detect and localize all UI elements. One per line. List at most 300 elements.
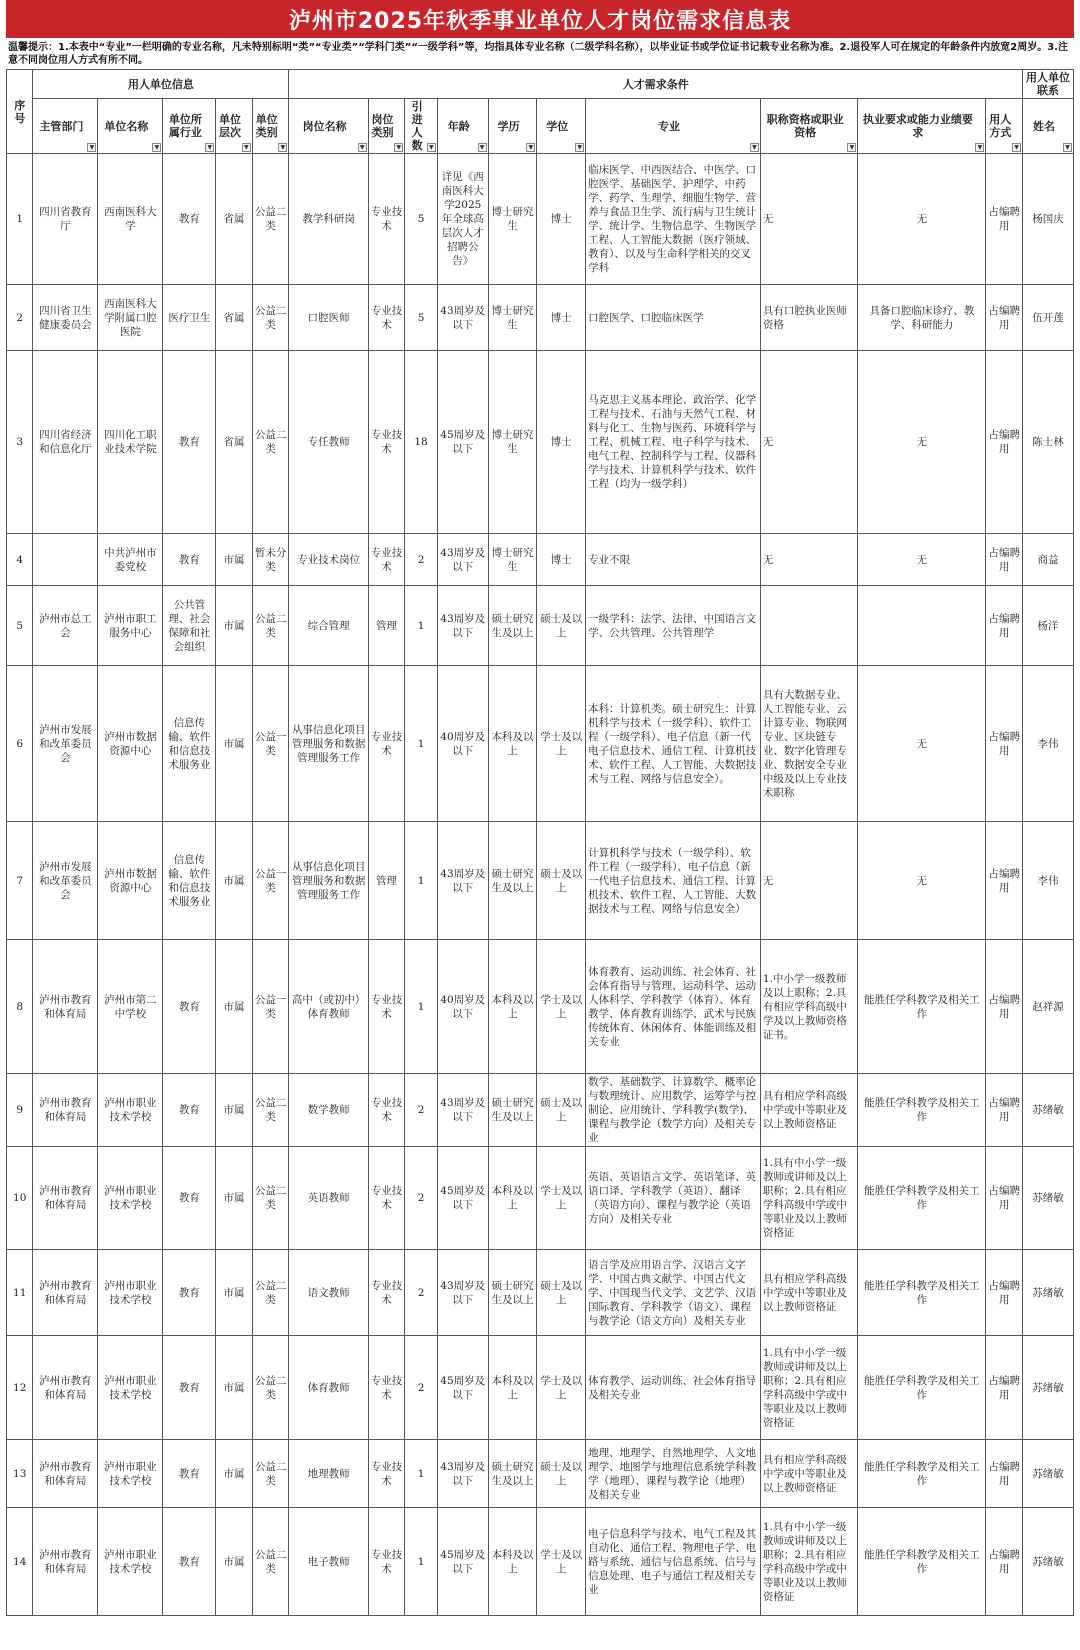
cell-major: 体育教育、运动训练、社会体育、社会体育指导与管理、运动科学、运动人体科学、学科教学（体育）、体育教学、体育教育训练学、武术与民族传统体育、休闲体育、体能训练及相关专业 (586, 940, 761, 1074)
cell-post: 口腔医师 (289, 285, 368, 351)
cell-major: 体育教学、运动训练、社会体育指导及相关专业 (586, 1336, 761, 1440)
column-header-label: 单位层次 (219, 113, 242, 139)
column-header-post[interactable] (289, 99, 368, 154)
cell-seq: 6 (7, 666, 33, 822)
cell-method: 占编聘用 (986, 666, 1023, 822)
cell-req: 能胜任学科教学及相关工作 (858, 1250, 986, 1336)
cell-age: 详见《西南医科大学2025年全球高层次人才招聘公告》 (437, 154, 488, 285)
column-header-industry[interactable] (163, 99, 216, 154)
cell-method: 占编聘用 (986, 940, 1023, 1074)
column-header-label: 学历 (497, 119, 520, 133)
cell-post: 教学科研岗 (289, 154, 368, 285)
cell-edu: 本科及以上 (488, 1508, 537, 1616)
cell-degree: 学士及以上 (537, 1336, 586, 1440)
cell-major: 口腔医学、口腔临床医学 (586, 285, 761, 351)
cell-age: 43周岁及以下 (437, 822, 488, 940)
column-header-label: 单位所属行业 (168, 113, 202, 139)
cell-req: 无 (858, 154, 986, 285)
cell-num: 2 (405, 1074, 438, 1147)
cell-qual: 具有口腔执业医师资格 (760, 285, 858, 351)
column-header-label: 单位类别 (255, 113, 278, 139)
table-row (7, 586, 1074, 666)
cell-dept: 泸州市教育和体育局 (33, 1250, 98, 1336)
cell-contact: 李伟 (1023, 666, 1074, 822)
cell-qual (760, 586, 858, 666)
cell-age: 43周岁及以下 (437, 285, 488, 351)
cell-req (858, 586, 986, 666)
cell-dept: 四川省经济和信息化厅 (33, 351, 98, 534)
cell-degree: 硕士及以上 (537, 1074, 586, 1147)
cell-seq: 2 (7, 285, 33, 351)
cell-type: 公益二类 (252, 586, 289, 666)
column-header-age[interactable] (437, 99, 488, 154)
cell-industry: 教育 (163, 940, 216, 1074)
cell-contact: 苏绪敏 (1023, 1508, 1074, 1616)
cell-level: 市属 (216, 1250, 253, 1336)
cell-post-type: 专业技术 (368, 1074, 405, 1147)
cell-post-type: 专业技术 (368, 285, 405, 351)
cell-qual: 具有相应学科高级中学或中等职业及以上教师资格证 (760, 1074, 858, 1147)
cell-post: 英语教师 (289, 1147, 368, 1250)
table-row (7, 534, 1074, 586)
cell-industry: 教育 (163, 534, 216, 586)
filter-dropdown-icon[interactable]: ▼ (478, 143, 487, 152)
cell-qual: 1.具有中小学一级教师或讲师及以上职称；2.具有相应学科高级中学或中等职业及以上教师资格证 (760, 1147, 858, 1250)
cell-degree: 硕士及以上 (537, 1440, 586, 1508)
cell-edu: 博士研究生 (488, 154, 537, 285)
column-header-qual[interactable] (760, 99, 858, 154)
cell-unit: 泸州市职业技术学校 (98, 1147, 163, 1250)
cell-contact: 苏绪敏 (1023, 1074, 1074, 1147)
filter-dropdown-icon[interactable]: ▼ (975, 143, 984, 152)
column-header-edu[interactable] (488, 99, 537, 154)
filter-dropdown-icon[interactable]: ▼ (205, 143, 214, 152)
cell-type: 公益二类 (252, 1336, 289, 1440)
cell-method: 占编聘用 (986, 534, 1023, 586)
cell-age: 40周岁及以下 (437, 666, 488, 822)
cell-unit: 泸州市第二中学校 (98, 940, 163, 1074)
cell-contact: 苏绪敏 (1023, 1440, 1074, 1508)
cell-degree: 硕士及以上 (537, 1250, 586, 1336)
column-header-label: 职称资格或职业资格 (766, 113, 844, 139)
column-header-label: 执业要求或能力业绩要求 (862, 113, 973, 139)
cell-type: 公益二类 (252, 351, 289, 534)
cell-major: 数学、基础数学、计算数学、概率论与数理统计、应用数学、运筹学与控制论、应用统计、学科教学(数学)、课程与教学论（数学方向）及相关专业 (586, 1074, 761, 1147)
cell-qual: 无 (760, 351, 858, 534)
cell-post-type: 专业技术 (368, 351, 405, 534)
cell-post-type: 管理 (368, 586, 405, 666)
cell-major: 专业不限 (586, 534, 761, 586)
cell-qual: 无 (760, 822, 858, 940)
filter-dropdown-icon[interactable]: ▼ (242, 143, 251, 152)
filter-dropdown-icon[interactable]: ▼ (278, 143, 287, 152)
group-header-requirements: 人才需求条件 (289, 70, 1023, 99)
cell-num: 5 (405, 285, 438, 351)
cell-age: 45周岁及以下 (437, 1147, 488, 1250)
cell-level: 市属 (216, 586, 253, 666)
cell-degree: 博士 (537, 534, 586, 586)
cell-req: 无 (858, 822, 986, 940)
cell-dept (33, 534, 98, 586)
cell-industry: 教育 (163, 351, 216, 534)
filter-dropdown-icon[interactable]: ▼ (427, 143, 436, 152)
cell-req: 具备口腔临床诊疗、教学、科研能力 (858, 285, 986, 351)
cell-degree: 学士及以上 (537, 1147, 586, 1250)
group-header-contact: 用人单位联系 (1023, 70, 1074, 99)
column-header-num[interactable] (405, 99, 438, 154)
cell-contact: 李伟 (1023, 822, 1074, 940)
cell-method: 占编聘用 (986, 285, 1023, 351)
column-header-contact[interactable] (1023, 99, 1074, 154)
cell-method: 占编聘用 (986, 1508, 1023, 1616)
cell-req: 能胜任学科教学及相关工作 (858, 1440, 986, 1508)
cell-edu: 硕士研究生及以上 (488, 1250, 537, 1336)
cell-post-type: 专业技术 (368, 666, 405, 822)
filter-dropdown-icon[interactable]: ▼ (575, 143, 584, 152)
talent-demand-table (6, 69, 1074, 1616)
table-row (7, 1074, 1074, 1147)
cell-industry: 教育 (163, 154, 216, 285)
column-header-major[interactable] (586, 99, 761, 154)
cell-qual: 1.具有中小学一级教师或讲师及以上职称；2.具有相应学科高级中学或中等职业及以上教师资格证 (760, 1508, 858, 1616)
cell-dept: 四川省教育厅 (33, 154, 98, 285)
cell-degree: 学士及以上 (537, 666, 586, 822)
cell-major: 马克思主义基本理论、政治学、化学工程与技术、石油与天然气工程、材料与化工、生物与医药、环境科学与工程、机械工程、电子科学与技术、电气工程、控制科学与工程、仪器科学与技术、计算机科学与技术、软件工程（均为一级学科） (586, 351, 761, 534)
cell-age: 43周岁及以下 (437, 1074, 488, 1147)
column-header-degree[interactable] (537, 99, 586, 154)
cell-method: 占编聘用 (986, 154, 1023, 285)
cell-req: 能胜任学科教学及相关工作 (858, 1336, 986, 1440)
cell-post: 专业技术岗位 (289, 534, 368, 586)
cell-major: 语言学及应用语言学、汉语言文字学、中国古典文献学、中国古代文学、中国现当代文学、文艺学、汉语国际教育、学科教学（语文）、课程与教学论（语文方向）及相关专业 (586, 1250, 761, 1336)
cell-post-type: 专业技术 (368, 1336, 405, 1440)
cell-level: 市属 (216, 1336, 253, 1440)
cell-level: 市属 (216, 1074, 253, 1147)
cell-req: 无 (858, 534, 986, 586)
cell-num: 1 (405, 822, 438, 940)
cell-level: 省属 (216, 154, 253, 285)
cell-level: 市属 (216, 534, 253, 586)
cell-contact: 苏绪敏 (1023, 1147, 1074, 1250)
cell-degree: 博士 (537, 285, 586, 351)
table-row (7, 1336, 1074, 1440)
cell-dept: 泸州市教育和体育局 (33, 1440, 98, 1508)
cell-seq: 13 (7, 1440, 33, 1508)
cell-dept: 泸州市教育和体育局 (33, 1336, 98, 1440)
cell-age: 43周岁及以下 (437, 586, 488, 666)
table-row (7, 1508, 1074, 1616)
cell-post: 专任教师 (289, 351, 368, 534)
cell-seq: 4 (7, 534, 33, 586)
cell-num: 1 (405, 586, 438, 666)
cell-edu: 本科及以上 (488, 940, 537, 1074)
cell-post-type: 专业技术 (368, 940, 405, 1074)
cell-post-type: 管理 (368, 822, 405, 940)
cell-level: 市属 (216, 666, 253, 822)
cell-industry: 教育 (163, 1336, 216, 1440)
cell-type: 公益二类 (252, 1508, 289, 1616)
cell-method: 占编聘用 (986, 1074, 1023, 1147)
cell-dept: 四川省卫生健康委员会 (33, 285, 98, 351)
cell-level: 省属 (216, 285, 253, 351)
cell-post: 数学教师 (289, 1074, 368, 1147)
cell-edu: 博士研究生 (488, 351, 537, 534)
cell-dept: 泸州市总工会 (33, 586, 98, 666)
filter-dropdown-icon[interactable]: ▼ (394, 143, 403, 152)
cell-type: 公益一类 (252, 666, 289, 822)
cell-post: 从事信息化项目管理服务和数据管理服务工作 (289, 666, 368, 822)
cell-degree: 硕士及以上 (537, 586, 586, 666)
cell-unit: 泸州市职业技术学校 (98, 1508, 163, 1616)
cell-post: 电子教师 (289, 1508, 368, 1616)
cell-qual: 1.具有中小学一级教师或讲师及以上职称；2.具有相应学科高级中学或中等职业及以上教师资格证 (760, 1336, 858, 1440)
cell-industry: 公共管理、社会保障和社会组织 (163, 586, 216, 666)
cell-unit: 泸州市数据资源中心 (98, 822, 163, 940)
cell-age: 40周岁及以下 (437, 940, 488, 1074)
cell-req: 能胜任学科教学及相关工作 (858, 1147, 986, 1250)
cell-num: 5 (405, 154, 438, 285)
cell-edu: 硕士研究生及以上 (488, 822, 537, 940)
cell-major: 本科：计算机类。硕士研究生：计算机科学与技术（一级学科）、软件工程（一级学科）、电子信息（新一代电子信息技术、通信工程、计算机技术、软件工程、人工智能、大数据技术与工程、网络与信息安全）。 (586, 666, 761, 822)
cell-type: 公益二类 (252, 154, 289, 285)
cell-dept: 泸州市教育和体育局 (33, 940, 98, 1074)
cell-unit: 泸州市职业技术学校 (98, 1336, 163, 1440)
cell-unit: 泸州市职业技术学校 (98, 1074, 163, 1147)
column-header-dept[interactable] (33, 99, 98, 154)
cell-qual: 1.中小学一级教师及以上职称；2.具有相应学科高级中学及以上教师资格证书。 (760, 940, 858, 1074)
cell-post-type: 专业技术 (368, 1250, 405, 1336)
cell-post-type: 专业技术 (368, 534, 405, 586)
filter-dropdown-icon[interactable]: ▼ (1012, 143, 1021, 152)
cell-post-type: 专业技术 (368, 154, 405, 285)
cell-dept: 泸州市教育和体育局 (33, 1147, 98, 1250)
cell-type: 公益二类 (252, 1250, 289, 1336)
cell-age: 45周岁及以下 (437, 1336, 488, 1440)
cell-method: 占编聘用 (986, 1250, 1023, 1336)
cell-qual: 具有大数据专业、人工智能专业、云计算专业、物联网专业、区块链专业、数字化管理专业、数据安全专业中级及以上专业技术职称 (760, 666, 858, 822)
column-header-method[interactable] (986, 99, 1023, 154)
cell-edu: 硕士研究生及以上 (488, 1440, 537, 1508)
cell-req: 能胜任学科教学及相关工作 (858, 940, 986, 1074)
cell-type: 公益二类 (252, 285, 289, 351)
column-header-type[interactable] (252, 99, 289, 154)
cell-num: 18 (405, 351, 438, 534)
cell-seq: 7 (7, 822, 33, 940)
cell-contact: 赵祥源 (1023, 940, 1074, 1074)
cell-num: 1 (405, 666, 438, 822)
cell-contact: 伍开莲 (1023, 285, 1074, 351)
cell-edu: 博士研究生 (488, 534, 537, 586)
cell-type: 公益二类 (252, 1440, 289, 1508)
column-header-label: 主管部门 (39, 119, 84, 133)
cell-unit: 中共泸州市委党校 (98, 534, 163, 586)
cell-post: 体育教师 (289, 1336, 368, 1440)
column-header-req[interactable] (858, 99, 986, 154)
cell-contact: 商益 (1023, 534, 1074, 586)
cell-type: 公益一类 (252, 940, 289, 1074)
cell-contact: 苏绪敏 (1023, 1336, 1074, 1440)
cell-type: 暂未分类 (252, 534, 289, 586)
cell-age: 45周岁及以下 (437, 351, 488, 534)
cell-major: 英语、英语语言文学、英语笔译、英语口译、学科教学（英语）、翻译（英语方向）、课程与教学论（英语方向）及相关专业 (586, 1147, 761, 1250)
cell-seq: 9 (7, 1074, 33, 1147)
cell-degree: 学士及以上 (537, 940, 586, 1074)
cell-seq: 1 (7, 154, 33, 285)
filter-dropdown-icon[interactable]: ▼ (526, 143, 535, 152)
cell-contact: 陈士林 (1023, 351, 1074, 534)
table-row (7, 1147, 1074, 1250)
header-seq: 序号 (7, 70, 33, 154)
cell-unit: 泸州市职业技术学校 (98, 1250, 163, 1336)
cell-post-type: 专业技术 (368, 1440, 405, 1508)
cell-unit: 西南医科大学附属口腔医院 (98, 285, 163, 351)
cell-num: 1 (405, 1440, 438, 1508)
cell-level: 市属 (216, 1147, 253, 1250)
column-header-label: 岗位名称 (302, 119, 347, 133)
column-header-level[interactable] (216, 99, 253, 154)
column-header-label: 姓名 (1033, 119, 1056, 133)
cell-dept: 泸州市教育和体育局 (33, 1508, 98, 1616)
cell-num: 2 (405, 534, 438, 586)
filter-dropdown-icon[interactable]: ▼ (847, 143, 856, 152)
column-header-unit[interactable] (98, 99, 163, 154)
cell-edu: 博士研究生 (488, 285, 537, 351)
cell-industry: 信息传输、软件和信息技术服务业 (163, 822, 216, 940)
cell-level: 市属 (216, 1440, 253, 1508)
cell-major: 地理、地理学、自然地理学、人文地理学、地图学与地理信息系统学科教学（地理）、课程与教学论（地理）及相关专业 (586, 1440, 761, 1508)
cell-num: 2 (405, 1250, 438, 1336)
cell-contact: 杨国庆 (1023, 154, 1074, 285)
cell-post: 综合管理 (289, 586, 368, 666)
cell-unit: 泸州市数据资源中心 (98, 666, 163, 822)
filter-dropdown-icon[interactable]: ▼ (1063, 143, 1072, 152)
cell-method: 占编聘用 (986, 351, 1023, 534)
cell-qual: 无 (760, 534, 858, 586)
cell-post: 地理教师 (289, 1440, 368, 1508)
cell-seq: 8 (7, 940, 33, 1074)
table-row (7, 822, 1074, 940)
notice-text: 温馨提示：1.本表中“专业”一栏明确的专业名称，凡未特别标明“类”“专业类”“学科门类”“一级学科”等，均指具体专业名称（二级学科名称），以毕业证书或学位证书记载专业名称为准。2.退役军人可在规定的年龄条件内放宽2周岁。3.注意不同岗位用人方式有所不同。 (8, 42, 1068, 66)
cell-post: 从事信息化项目管理服务和数据管理服务工作 (289, 822, 368, 940)
column-header-label: 学位 (546, 119, 569, 133)
page-title: 泸州市2025年秋季事业单位人才岗位需求信息表 (6, 0, 1074, 38)
cell-dept: 泸州市发展和改革委员会 (33, 822, 98, 940)
cell-qual: 无 (760, 154, 858, 285)
cell-level: 市属 (216, 940, 253, 1074)
cell-req: 无 (858, 351, 986, 534)
cell-method: 占编聘用 (986, 586, 1023, 666)
cell-num: 1 (405, 1508, 438, 1616)
cell-req: 能胜任学科教学及相关工作 (858, 1508, 986, 1616)
cell-post-type: 专业技术 (368, 1508, 405, 1616)
column-header-label: 用人方式 (989, 113, 1012, 139)
table-row (7, 666, 1074, 822)
cell-industry: 教育 (163, 1147, 216, 1250)
cell-degree: 硕士及以上 (537, 822, 586, 940)
column-header-label: 引进人数 (411, 100, 423, 152)
cell-industry: 教育 (163, 1074, 216, 1147)
cell-edu: 本科及以上 (488, 666, 537, 822)
cell-method: 占编聘用 (986, 1147, 1023, 1250)
cell-age: 43周岁及以下 (437, 1440, 488, 1508)
cell-num: 1 (405, 940, 438, 1074)
cell-seq: 12 (7, 1336, 33, 1440)
cell-industry: 信息传输、软件和信息技术服务业 (163, 666, 216, 822)
table-row (7, 940, 1074, 1074)
column-header-post-type[interactable] (368, 99, 405, 154)
cell-dept: 泸州市发展和改革委员会 (33, 666, 98, 822)
cell-contact: 杨洋 (1023, 586, 1074, 666)
cell-seq: 11 (7, 1250, 33, 1336)
cell-contact: 苏绪敏 (1023, 1250, 1074, 1336)
cell-age: 43周岁及以下 (437, 1250, 488, 1336)
table-row (7, 351, 1074, 534)
cell-major: 计算机科学与技术（一级学科）、软件工程（一级学科）、电子信息（新一代电子信息技术、通信工程、计算机技术、软件工程、人工智能、大数据技术与工程、网络与信息安全） (586, 822, 761, 940)
filter-dropdown-icon[interactable]: ▼ (87, 143, 96, 152)
cell-industry: 教育 (163, 1440, 216, 1508)
column-header-label: 专业 (658, 119, 681, 133)
cell-industry: 教育 (163, 1508, 216, 1616)
cell-industry: 医疗卫生 (163, 285, 216, 351)
cell-method: 占编聘用 (986, 1440, 1023, 1508)
table-row (7, 154, 1074, 285)
cell-major: 电子信息科学与技术、电气工程及其自动化、通信工程、物理电子学、电路与系统、通信与信息系统、信号与信息处理、电子与通信工程及相关专业 (586, 1508, 761, 1616)
cell-req: 能胜任学科教学及相关工作 (858, 1074, 986, 1147)
cell-level: 市属 (216, 1508, 253, 1616)
filter-dropdown-icon[interactable]: ▼ (152, 143, 161, 152)
cell-post: 高中（或初中）体育教师 (289, 940, 368, 1074)
cell-industry: 教育 (163, 1250, 216, 1336)
cell-seq: 14 (7, 1508, 33, 1616)
cell-seq: 5 (7, 586, 33, 666)
cell-dept: 泸州市教育和体育局 (33, 1074, 98, 1147)
cell-post-type: 专业技术 (368, 1147, 405, 1250)
cell-major: 临床医学、中西医结合、中医学、口腔医学、基础医学、护理学、中药学、药学、生理学、细胞生物学、营养与食品卫生学、流行病与卫生统计学、统计学、生物信息学、生物医学工程、人工智能大数据（医疗领域、教育）、以及与生命科学相关的交叉学科 (586, 154, 761, 285)
cell-post: 语文教师 (289, 1250, 368, 1336)
cell-num: 2 (405, 1147, 438, 1250)
filter-dropdown-icon[interactable]: ▼ (750, 143, 759, 152)
cell-seq: 10 (7, 1147, 33, 1250)
cell-type: 公益一类 (252, 822, 289, 940)
cell-qual: 具有相应学科高级中学或中等职业及以上教师资格证 (760, 1440, 858, 1508)
cell-age: 43周岁及以下 (437, 534, 488, 586)
cell-unit: 四川化工职业技术学院 (98, 351, 163, 534)
cell-level: 省属 (216, 351, 253, 534)
cell-major: 一级学科：法学、法律、中国语言文学、公共管理、公共管理学 (586, 586, 761, 666)
column-header-label: 单位名称 (104, 119, 149, 133)
cell-seq: 3 (7, 351, 33, 534)
cell-unit: 西南医科大学 (98, 154, 163, 285)
table-row (7, 1440, 1074, 1508)
column-header-label: 岗位类别 (371, 113, 394, 139)
cell-edu: 本科及以上 (488, 1336, 537, 1440)
cell-degree: 学士及以上 (537, 1508, 586, 1616)
filter-dropdown-icon[interactable]: ▼ (358, 143, 367, 152)
cell-degree: 博士 (537, 351, 586, 534)
cell-method: 占编聘用 (986, 822, 1023, 940)
cell-level: 市属 (216, 822, 253, 940)
column-header-label: 年龄 (447, 119, 470, 133)
table-row (7, 1250, 1074, 1336)
cell-unit: 泸州市职业技术学校 (98, 1440, 163, 1508)
cell-unit: 泸州市职工服务中心 (98, 586, 163, 666)
cell-type: 公益二类 (252, 1147, 289, 1250)
cell-edu: 硕士研究生及以上 (488, 586, 537, 666)
cell-type: 公益二类 (252, 1074, 289, 1147)
cell-degree: 博士 (537, 154, 586, 285)
cell-age: 45周岁及以下 (437, 1508, 488, 1616)
cell-method: 占编聘用 (986, 1336, 1023, 1440)
